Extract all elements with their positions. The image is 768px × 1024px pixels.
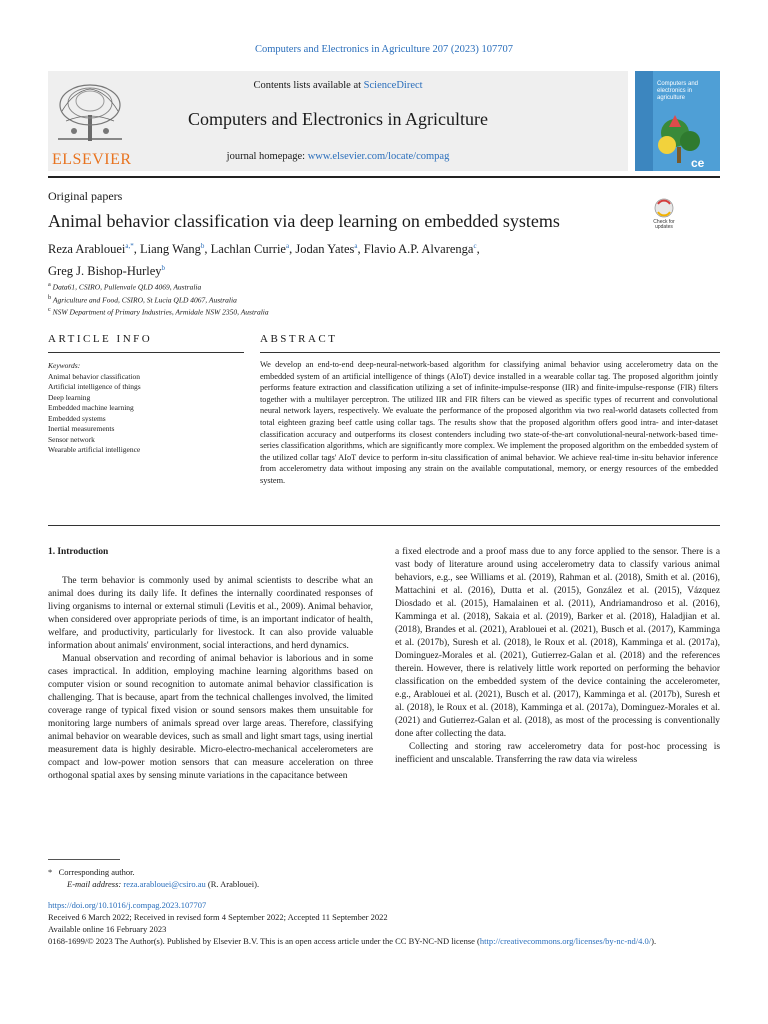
- author-affiliation-mark[interactable]: b: [161, 264, 166, 273]
- license-line: [48, 935, 720, 947]
- keyword: Sensor network: [48, 434, 95, 444]
- check-for-updates-icon[interactable]: [647, 196, 681, 230]
- article-info-heading: ARTICLE INFO: [48, 333, 153, 345]
- license-link[interactable]: http://creativecommons.org/licenses/by-nc-nd/4.0/: [479, 936, 652, 946]
- author-affiliation-mark[interactable]: a: [354, 242, 358, 250]
- email-link[interactable]: reza.arablouei@csiro.au: [123, 879, 206, 889]
- body-right-column: [395, 546, 720, 767]
- info-rule: [48, 352, 244, 353]
- author[interactable]: Jodan Yates: [295, 242, 355, 257]
- affiliations: [48, 280, 269, 318]
- author-affiliation-mark[interactable]: c: [473, 242, 477, 250]
- article-section: Original papers: [48, 189, 123, 203]
- affiliation-text: Agriculture and Food, CSIRO, St Lucia QLD 4067, Australia: [52, 295, 237, 304]
- contents-line: [48, 80, 628, 91]
- keyword: Artificial intelligence of things: [48, 382, 141, 391]
- email-suffix: (R. Arablouei).: [207, 879, 260, 889]
- affiliation-item: [48, 280, 269, 293]
- license-end: ).: [651, 936, 657, 946]
- affiliation-text: NSW Department of Primary Industries, Armidale NSW 2350, Australia: [52, 307, 269, 317]
- affiliation-mark: c: [48, 306, 51, 313]
- section-heading: 1. Introduction: [48, 547, 109, 557]
- license-text: 0168-1699/© 2023 The Author(s). Published by Elsevier B.V. This is an open access article under the CC BY-NC-ND license (: [48, 936, 480, 946]
- sciencedirect-link[interactable]: ScienceDirect: [363, 80, 423, 91]
- footnote-text: Corresponding author.: [58, 867, 135, 877]
- running-reference[interactable]: Computers and Electronics in Agriculture 207 (2023) 107707: [254, 44, 514, 55]
- keywords-block: [48, 361, 141, 456]
- author[interactable]: Greg J. Bishop-Hurley: [48, 264, 162, 279]
- homepage-link[interactable]: www.elsevier.com/locate/compag: [307, 151, 450, 162]
- svg-text:ce: ce: [691, 156, 705, 170]
- author-affiliation-mark[interactable]: b: [200, 242, 205, 250]
- header-rule: [48, 176, 720, 178]
- body-paragraph: The term behavior is commonly used by animal scientists to describe what an animal does during its daily life. It defines the internally coordinated responses of living organisms to internal or external stimuli (Levitis et al., 2009). Animal behavior, when considered over appropriate periods of time, is an important indicator of health, welfare, and productivity, particularly for livestock. It can also provide valuable information about animals' environment, social interactions, and herd dynamics.: [48, 576, 373, 651]
- abstract-heading: ABSTRACT: [260, 333, 338, 345]
- body-paragraph: a fixed electrode and a proof mass due to any force applied to the sensor. There is a vast body of literature around using accelerometry data to classify various animal behaviors, e.g., see Williams et al. (2019), Rahman et al. (2018), Smith et al. (2016), Mattachini et al. (2016), Dutta et al. (2015), González et al. (2015), Vázquez Diosdado et al. (2015), Hamalainen et al. (2011), Andriamandroso et al. (2016), Kamminga et al. (2018), Sakaia et al. (2019), Barker et al. (2018), Haladjian et al. (2018), Brandes et al. (2021), Arablouei et al. (2021), Busch et al. (2017), Kamminga et al. (2017b), Suresh et al. (2018), le Roux et al. (2018), Kamminga et al. (2017a), Dominguez-Morales et al. (2021), Gutierrez-Galan et al. (2018) and the references therein. However, there is relatively little work reported on performing the behavior classification on the embedded system of the device containing the accelerometer, e.g., Arablouei et al. (2021), Busch et al. (2017), Kamminga et al. (2017b), Suresh et al. (2018), le Roux et al. (2018), Kamminga et al. (2017a), Dominguez-Morales et al. (2021) and Gutierrez-Galan et al. (2018), as most of the processing is conventionally done after collecting the data.: [395, 547, 720, 739]
- author[interactable]: Lachlan Currie: [210, 242, 286, 257]
- footnote-symbol: *: [48, 867, 53, 877]
- doi-link[interactable]: https://doi.org/10.1016/j.compag.2023.107707: [48, 900, 207, 910]
- email-label: E-mail address:: [67, 879, 122, 889]
- journal-title: Computers and Electronics in Agriculture: [188, 109, 488, 129]
- body-paragraph: Collecting and storing raw accelerometry data for post-hoc processing is inefficient and unscalable. Transferring the raw data via wireless: [395, 742, 720, 765]
- keyword: Embedded machine learning: [48, 403, 134, 412]
- homepage-prefix: journal homepage:: [226, 151, 308, 162]
- keyword: Wearable artificial intelligence: [48, 445, 141, 454]
- footnote-rule: [48, 859, 120, 860]
- available-online: Available online 16 February 2023: [48, 924, 167, 934]
- journal-cover-image[interactable]: [635, 71, 720, 171]
- check-badge-label: Check for: [653, 219, 675, 225]
- abstract-bottom-rule: [48, 525, 720, 526]
- keyword: Animal behavior classification: [48, 371, 141, 381]
- abstract-rule: [260, 352, 720, 353]
- affiliation-mark: a: [48, 281, 51, 288]
- author[interactable]: Flavio A.P. Alvarenga: [363, 242, 474, 257]
- footnote: [48, 866, 259, 890]
- keyword: Deep learning: [48, 392, 91, 402]
- abstract-text: We develop an end-to-end deep-neural-network-based algorithm for classifying animal behavior using accelerometry data on the embedded system of an artificial intelligence of things (AIoT) device installed in a wearable collar tag. The proposed algorithm jointly performs feature extraction and classification utilizing a set of infinite-impulse-response (IIR) and finite-impulse-response (FIR) filters together with a multilayer perceptron. The utilized IIR and FIR filters can be viewed as specific types of recurrent and convolutional neural network layers, respectively. We evaluate the performance of the proposed algorithm via two real-world datasets collected from total eighteen grazing beef cattle using collar tags. The results show that the proposed algorithm offers good intra- and inter-dataset classification accuracy and outperforms its closest contenders including two state-of-the-art convolutional-neural-network-based time-series classification algorithms, which are significantly more complex. We implement the proposed algorithm on the embedded system of the utilized collar tags' AIoT device to perform in-situ classification of animal behavior. We achieve real-time in-situ behavior inference from accelerometry data without imposing any strain on the available computational, memory, or energy resources of the embedded system.: [260, 360, 718, 485]
- journal-masthead: [48, 71, 628, 171]
- contents-prefix: Contents lists available at: [253, 80, 364, 91]
- article-title: Animal behavior classification via deep learning on embedded systems: [48, 211, 560, 231]
- publication-info: [48, 899, 720, 947]
- elsevier-wordmark: ELSEVIER: [52, 151, 132, 168]
- svg-text:updates: updates: [655, 224, 673, 230]
- cover-title: Computers and electronics in agriculture: [657, 81, 699, 101]
- footnote-corresponding: [48, 866, 259, 878]
- affiliation-item: [48, 305, 269, 318]
- keyword: Inertial measurements: [48, 424, 115, 433]
- affiliation-item: [48, 293, 269, 306]
- author[interactable]: Reza Arablouei: [48, 242, 126, 257]
- keywords-label: Keywords:: [48, 361, 81, 370]
- body-left-column: [48, 546, 373, 783]
- received-dates: Received 6 March 2022; Received in revised form 4 September 2022; Accepted 11 September 2022: [48, 912, 388, 922]
- keyword: Embedded systems: [48, 413, 106, 423]
- author-list: Reza Arablouei$^{a,*}$, Liang Wang$^b$, Lachlan Currie$^a$, Jodan Yates$^a$, Flavio A.P. Alvarenga$^c$, Greg J. Bishop-Hurley$^b$: [48, 242, 480, 279]
- affiliation-mark: b: [48, 293, 52, 301]
- author-affiliation-mark[interactable]: a: [285, 242, 290, 250]
- footnote-email-line: [48, 878, 259, 890]
- author[interactable]: Liang Wang: [140, 242, 201, 257]
- author-affiliation-mark[interactable]: a,*: [125, 242, 134, 250]
- body-paragraph: Manual observation and recording of animal behavior is laborious and in some cases impractical. In addition, employing machine learning algorithms based on computer vision or sound recognition to automate animal behavior classification is challenging. That is because, apart from the technical challenges involved, the limited coverage range of typical fixed vision or sound sensors makes them unsuitable for monitoring large numbers of animals spread over large areas. Therefore, classifying animal behavior on wearable devices, such as small and light smart tags, using inertial measurement data is highly desirable. Micro-electro-mechanical accelerometers are compact and low-power motion sensors that can measure acceleration on three orthogonal spatial axes by sensing minute variations in the capacitance between: [48, 654, 373, 781]
- journal-homepage: [48, 151, 628, 162]
- affiliation-text: Data61, CSIRO, Pullenvale QLD 4069, Australia: [52, 282, 202, 292]
